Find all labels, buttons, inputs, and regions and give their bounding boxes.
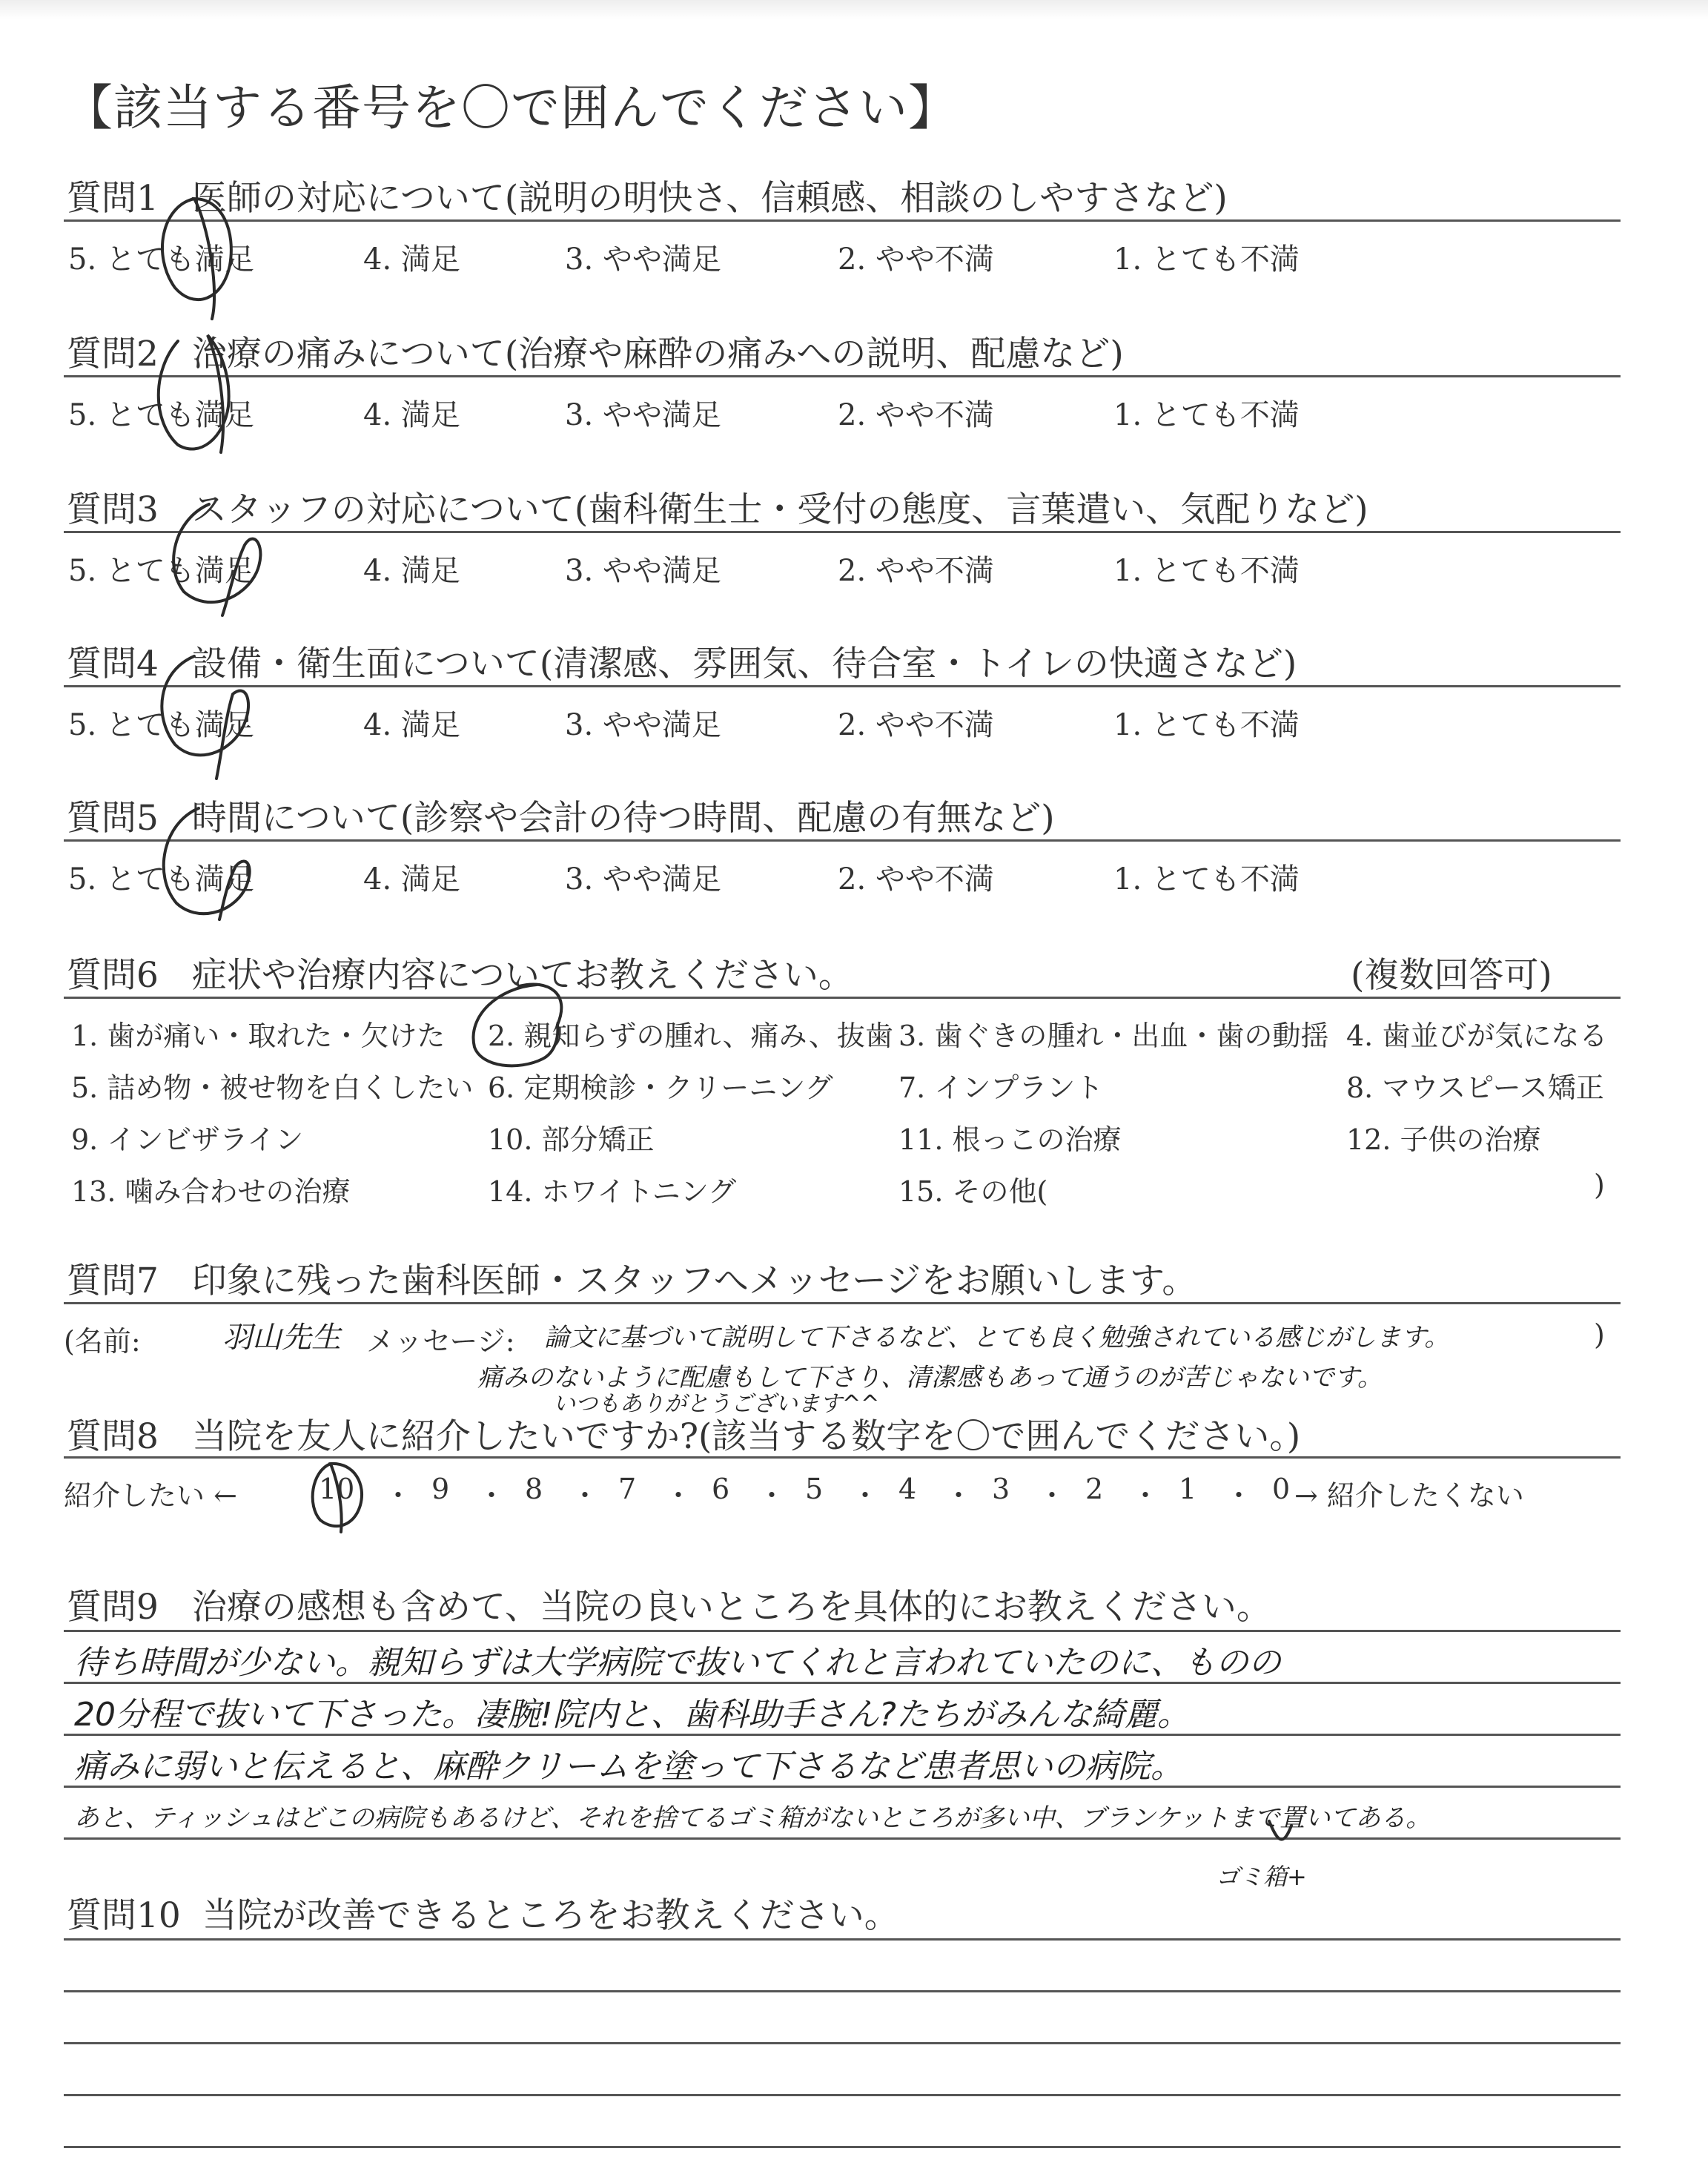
q8-separator: ・ (1131, 1479, 1160, 1512)
q5-option-1[interactable]: 1. とても不満 (1113, 862, 1300, 896)
q8-separator: ・ (1038, 1479, 1067, 1512)
question-3-text: スタッフの対応について(歯科衛生士・受付の態度、言葉遣い、気配りなど) (191, 489, 1368, 530)
q2-option-3[interactable]: 3. やや満足 (565, 398, 721, 432)
q4-option-4[interactable]: 4. 満足 (363, 708, 460, 742)
q9-answer-line-4[interactable]: あと、ティッシュはどこの病院もあるけど、それを捨てるゴミ箱がないところが多い中、ブランケットまで置いてある。 (74, 1803, 1431, 1833)
q6-option-14[interactable]: 14. ホワイトニング (488, 1175, 737, 1208)
q8-score-3[interactable]: 3 (992, 1473, 1010, 1505)
q3-option-5[interactable]: 5. とても満足 (68, 554, 254, 588)
question-7-label: 質問7 (67, 1261, 159, 1301)
question-8-label: 質問8 (67, 1416, 159, 1457)
q8-separator: ・ (1225, 1479, 1254, 1512)
question-9 (67, 1579, 1271, 1629)
q6-option-12[interactable]: 12. 子供の治療 (1346, 1123, 1541, 1156)
question-6-rule (64, 997, 1621, 999)
question-7-rule (64, 1302, 1621, 1304)
q6-option-15[interactable]: 15. その他( (898, 1175, 1048, 1208)
answer-line (64, 2094, 1621, 2096)
q8-separator: ・ (384, 1479, 413, 1512)
question-5-label: 質問5 (67, 798, 159, 839)
q6-option-15-close: ) (1594, 1169, 1605, 1201)
q9-answer-line-2[interactable]: 20分程で抜いて下さった。凄腕!院内と、歯科助手さん?たちがみんな綺麗。 (74, 1696, 1190, 1734)
q4-option-2[interactable]: 2. やや不満 (838, 708, 994, 742)
question-1-rule (64, 219, 1621, 222)
q6-option-5[interactable]: 5. 詰め物・被せ物を白くしたい (71, 1071, 474, 1104)
q5-option-4[interactable]: 4. 満足 (363, 862, 460, 896)
q7-message-label: メッセージ: (366, 1325, 515, 1358)
q5-option-3[interactable]: 3. やや満足 (565, 862, 721, 896)
question-3-label: 質問3 (67, 489, 159, 530)
page-title: 【該当する番号を〇で囲んでください】 (64, 79, 958, 136)
question-5-rule (64, 839, 1621, 842)
question-3-rule (64, 531, 1621, 533)
question-6-note: (複数回答可) (1351, 955, 1552, 996)
q7-name-label: (名前: (64, 1325, 141, 1358)
answer-line (64, 1837, 1621, 1840)
q7-name-value[interactable]: 羽山先生 (222, 1321, 341, 1355)
scan-top-edge (0, 0, 1708, 19)
question-5 (67, 790, 1055, 840)
q3-option-4[interactable]: 4. 満足 (363, 554, 460, 588)
question-8-rule (64, 1456, 1621, 1459)
question-5-text: 時間について(診察や会計の待つ時間、配慮の有無など) (191, 798, 1055, 839)
question-8-text: 当院を友人に紹介したいですか?(該当する数字を〇で囲んでください。) (191, 1416, 1301, 1457)
q1-option-2[interactable]: 2. やや不満 (838, 242, 994, 277)
q2-option-2[interactable]: 2. やや不満 (838, 398, 994, 432)
q6-option-1[interactable]: 1. 歯が痛い・取れた・欠けた (71, 1020, 446, 1052)
q2-option-1[interactable]: 1. とても不満 (1113, 398, 1300, 432)
q8-score-1[interactable]: 1 (1179, 1473, 1197, 1505)
q6-option-10[interactable]: 10. 部分矯正 (488, 1123, 655, 1156)
answer-line (64, 2146, 1621, 2148)
question-2-label: 質問2 (67, 334, 159, 374)
question-2-text: 治療の痛みについて(治療や麻酔の痛みへの説明、配慮など) (191, 334, 1124, 374)
q8-score-10[interactable]: 10 (319, 1473, 355, 1505)
question-1-text: 医師の対応について(説明の明快さ、信頼感、相談のしやすさなど) (191, 178, 1228, 219)
question-8 (67, 1409, 1300, 1459)
question-7 (67, 1253, 1196, 1303)
q8-score-0[interactable]: 0 (1272, 1473, 1291, 1505)
q8-score-2[interactable]: 2 (1085, 1473, 1104, 1505)
q4-option-5[interactable]: 5. とても満足 (68, 708, 254, 742)
q8-separator: ・ (758, 1479, 787, 1512)
question-10 (67, 1888, 899, 1938)
question-4-text: 設備・衛生面について(清潔感、雰囲気、待合室・トイレの快適さなど) (191, 644, 1297, 684)
q9-answer-line-3[interactable]: 痛みに弱いと伝えると、麻酔クリームを塗って下さるなど患者思いの病院。 (74, 1748, 1183, 1786)
q2-option-4[interactable]: 4. 満足 (363, 398, 460, 432)
q3-option-2[interactable]: 2. やや不満 (838, 554, 994, 588)
q8-separator: ・ (477, 1479, 506, 1512)
question-6-text: 症状や治療内容についてお教えください。 (191, 955, 853, 996)
q8-left-label: 紹介したい ← (64, 1479, 237, 1512)
question-1 (67, 171, 1228, 220)
q3-option-1[interactable]: 1. とても不満 (1113, 554, 1300, 588)
question-9-rule (64, 1630, 1621, 1632)
q8-separator: ・ (571, 1479, 600, 1512)
question-3 (67, 482, 1368, 532)
q3-option-3[interactable]: 3. やや満足 (565, 554, 721, 588)
q4-option-3[interactable]: 3. やや満足 (565, 708, 721, 742)
q5-option-2[interactable]: 2. やや不満 (838, 862, 994, 896)
question-4 (67, 636, 1297, 686)
q1-option-4[interactable]: 4. 満足 (363, 242, 460, 277)
q7-message-line-3[interactable]: いつもありがとうございます^^ (553, 1391, 880, 1417)
answer-line (64, 2042, 1621, 2044)
q7-message-line-2[interactable]: 痛みのないように配慮もして下さり、清潔感もあって通うのが苦じゃないです。 (477, 1363, 1383, 1393)
q7-close-paren: ) (1594, 1318, 1605, 1351)
q8-score-8[interactable]: 8 (525, 1473, 543, 1505)
q6-option-2[interactable]: 2. 親知らずの腫れ、痛み、抜歯 (488, 1020, 893, 1052)
q1-option-5[interactable]: 5. とても満足 (68, 242, 254, 277)
question-10-text: 当院が改善できるところをお教えください。 (202, 1895, 899, 1936)
question-6 (67, 948, 853, 997)
question-4-rule (64, 685, 1621, 687)
q4-option-1[interactable]: 1. とても不満 (1113, 708, 1300, 742)
q8-score-7[interactable]: 7 (618, 1473, 637, 1505)
q5-option-5[interactable]: 5. とても満足 (68, 862, 254, 896)
question-7-text: 印象に残った歯科医師・スタッフへメッセージをお願いします。 (191, 1261, 1197, 1301)
q1-option-3[interactable]: 3. やや満足 (565, 242, 721, 277)
q6-option-8[interactable]: 8. マウスピース矯正 (1346, 1071, 1604, 1104)
question-2-rule (64, 375, 1621, 377)
question-4-label: 質問4 (67, 644, 159, 684)
q6-option-3[interactable]: 3. 歯ぐきの腫れ・出血・歯の動揺 (898, 1020, 1329, 1052)
q2-option-5[interactable]: 5. とても満足 (68, 398, 254, 432)
q6-option-11[interactable]: 11. 根っこの治療 (898, 1123, 1122, 1156)
q8-separator: ・ (851, 1479, 880, 1512)
question-9-label: 質問9 (67, 1587, 159, 1628)
question-10-label: 質問10 (67, 1895, 181, 1936)
q6-option-13[interactable]: 13. 噛み合わせの治療 (71, 1175, 351, 1208)
question-1-label: 質問1 (67, 178, 159, 219)
question-2 (67, 326, 1124, 376)
q8-score-5[interactable]: 5 (805, 1473, 824, 1505)
question-6-label: 質問6 (67, 955, 159, 996)
question-9-text: 治療の感想も含めて、当院の良いところを具体的にお教えください。 (191, 1587, 1271, 1628)
q6-option-4[interactable]: 4. 歯並びが気になる (1346, 1020, 1608, 1052)
question-10-rule (64, 1938, 1621, 1941)
q8-score-6[interactable]: 6 (712, 1473, 730, 1505)
q8-separator: ・ (664, 1479, 693, 1512)
q8-score-4[interactable]: 4 (898, 1473, 917, 1505)
q8-right-label: → 紹介したくない (1294, 1479, 1524, 1512)
q6-option-7[interactable]: 7. インプラント (898, 1071, 1104, 1104)
q6-option-9[interactable]: 9. インビザライン (71, 1123, 304, 1156)
q7-message-line-1[interactable]: 論文に基づいて説明して下さるなど、とても良く勉強されている感じがします。 (544, 1323, 1450, 1353)
q8-score-9[interactable]: 9 (431, 1473, 450, 1505)
q8-separator: ・ (944, 1479, 973, 1512)
q1-option-1[interactable]: 1. とても不満 (1113, 242, 1300, 277)
q9-answer-line-1[interactable]: 待ち時間が少ない。親知らずは大学病院で抜いてくれと言われていたのに、ものの (74, 1644, 1281, 1682)
q6-option-6[interactable]: 6. 定期検診・クリーニング (488, 1071, 833, 1104)
q9-insert-note[interactable]: ゴミ箱+ (1216, 1863, 1307, 1891)
answer-line (64, 1990, 1621, 1992)
